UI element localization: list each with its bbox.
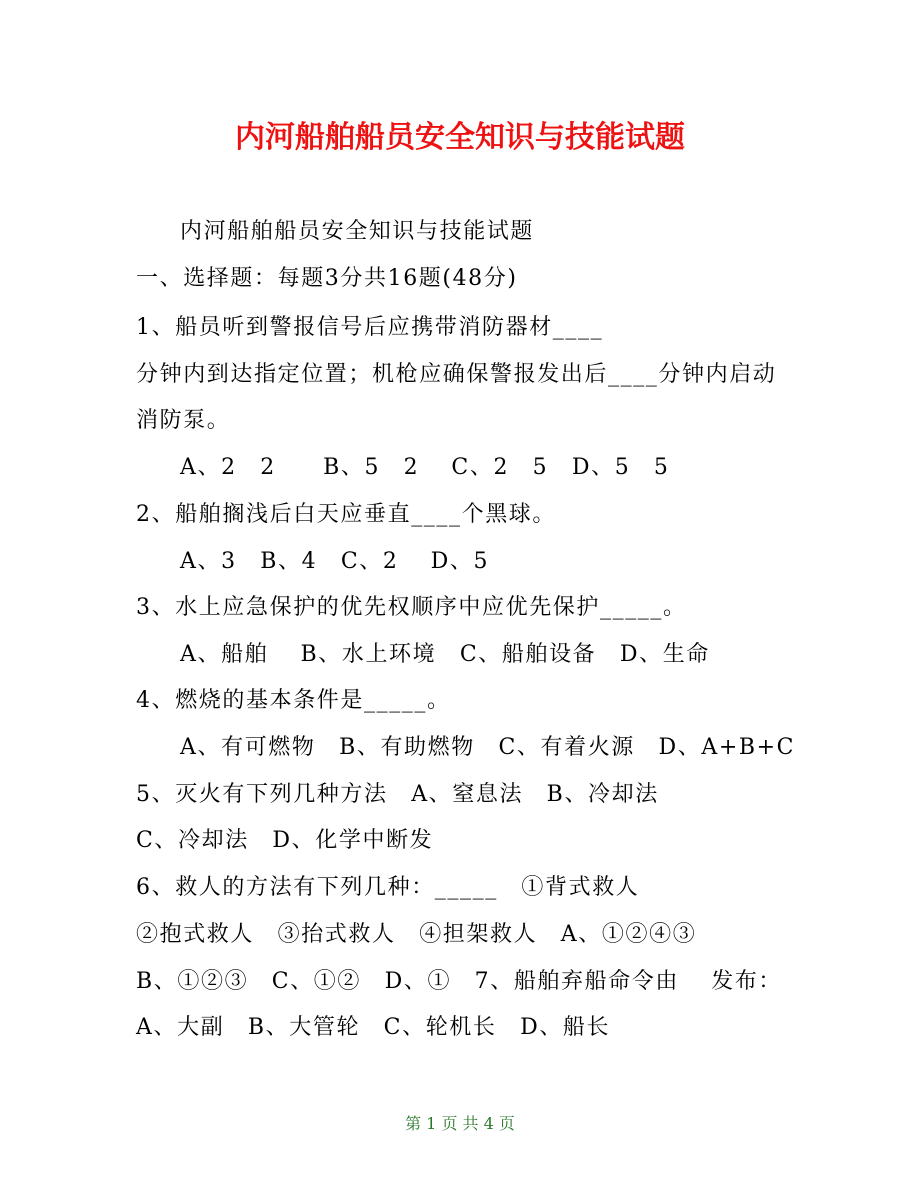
- question-2-options: A、3 B、4 C、2 D、5: [180, 549, 490, 574]
- question-3-options: A、船舶 B、水上环境 C、船舶设备 D、生命: [180, 642, 710, 667]
- question-1-options: A、2 2 B、5 2 C、2 5 D、5 5: [180, 455, 670, 480]
- question-1-end: 消防泵。: [136, 408, 231, 433]
- question-3: 3、水上应急保护的优先权顺序中应优先保护_____。: [136, 595, 687, 620]
- document-title: 内河船舶船员安全知识与技能试题: [235, 120, 685, 155]
- section-heading: 一、选择题：每题3分共16题(48分): [136, 266, 518, 291]
- question-5-options: C、冷却法 D、化学中断发: [136, 828, 434, 853]
- question-1: 1、船员听到警报信号后应携带消防器材____: [136, 315, 604, 340]
- question-6-7: B、①②③ C、①② D、① 7、船舶弃船命令由 发布：: [136, 969, 783, 994]
- question-7-options: A、大副 B、大管轮 C、轮机长 D、船长: [136, 1015, 611, 1040]
- question-1-continued: 分钟内到达指定位置；机枪应确保警报发出后____分钟内启动: [136, 362, 777, 387]
- question-5: 5、灭火有下列几种方法 A、窒息法 B、冷却法: [136, 782, 659, 807]
- question-4: 4、燃烧的基本条件是_____。: [136, 688, 451, 713]
- document-subtitle: 内河船舶船员安全知识与技能试题: [180, 219, 535, 244]
- question-6-options: ②抱式救人 ③抬式救人 ④担架救人 A、①②④③: [136, 922, 697, 947]
- question-6: 6、救人的方法有下列几种：_____ ①背式救人: [136, 875, 640, 900]
- question-2: 2、船舶搁浅后白天应垂直____个黑球。: [136, 502, 556, 527]
- question-4-options: A、有可燃物 B、有助燃物 C、有着火源 D、A+B+C: [180, 735, 796, 760]
- page-number: 第 1 页 共 4 页: [405, 1114, 515, 1133]
